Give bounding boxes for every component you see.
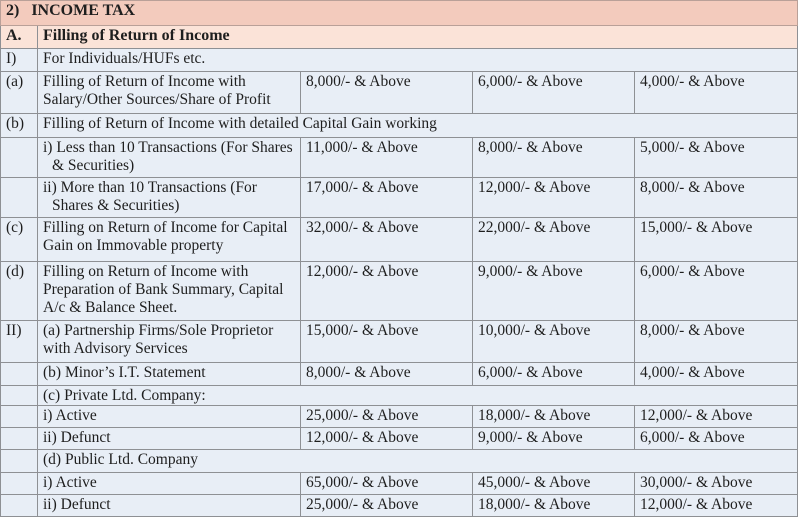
fee-cell-2: 45,000/- & Above	[473, 473, 635, 495]
fee-cell-3: 6,000/- & Above	[635, 262, 798, 321]
fee-cell-2: 10,000/- & Above	[473, 321, 635, 363]
row-number	[1, 428, 38, 450]
fee-cell-2: 6,000/- & Above	[473, 72, 635, 114]
row-description: For Individuals/HUFs etc.	[38, 49, 798, 72]
row-description: i) Active	[38, 406, 301, 428]
fee-cell-1: 12,000/- & Above	[301, 262, 473, 321]
row-description: Filling on Return of Income for Capital Gain on Immovable property	[38, 218, 301, 262]
subsection-number: A.	[1, 26, 38, 49]
row-number	[1, 406, 38, 428]
table-row	[1, 406, 798, 428]
row-description: (b) Minor’s I.T. Statement	[38, 363, 301, 386]
row-description: Filling of Return of Income with Salary/Other Sources/Share of Profit	[38, 72, 301, 114]
row-description: ii) Defunct	[38, 428, 301, 450]
row-description: (d) Public Ltd. Company	[38, 450, 798, 473]
fee-cell-3: 4,000/- & Above	[635, 363, 798, 386]
row-number	[1, 363, 38, 386]
table-row	[1, 363, 798, 386]
subsection-title: Filling of Return of Income	[38, 26, 798, 49]
table-row	[1, 495, 798, 517]
row-number: (d)	[1, 262, 38, 321]
fee-cell-2: 8,000/- & Above	[473, 138, 635, 178]
fee-cell-3: 6,000/- & Above	[635, 428, 798, 450]
fee-cell-1: 15,000/- & Above	[301, 321, 473, 363]
subsection-header-row	[1, 26, 798, 49]
section-title	[1, 1, 798, 26]
table-row	[1, 72, 798, 114]
section-header-row	[1, 1, 798, 26]
row-number: (b)	[1, 114, 38, 138]
fee-cell-1: 25,000/- & Above	[301, 406, 473, 428]
fee-cell-3: 30,000/- & Above	[635, 473, 798, 495]
row-description: i) Active	[38, 473, 301, 495]
row-description: ii) More than 10 Transactions (For Shares & Securities)	[38, 178, 301, 218]
row-description: i) Less than 10 Transactions (For Shares & Securities)	[38, 138, 301, 178]
fee-cell-2: 6,000/- & Above	[473, 363, 635, 386]
row-number: I)	[1, 49, 38, 72]
fee-cell-1: 17,000/- & Above	[301, 178, 473, 218]
fee-cell-2: 9,000/- & Above	[473, 428, 635, 450]
row-number	[1, 450, 38, 473]
fee-cell-3: 12,000/- & Above	[635, 406, 798, 428]
section-number: 2)	[6, 2, 20, 19]
table-row	[1, 178, 798, 218]
fee-cell-3: 8,000/- & Above	[635, 178, 798, 218]
table-row	[1, 321, 798, 363]
row-number: II)	[1, 321, 38, 363]
fee-cell-1: 32,000/- & Above	[301, 218, 473, 262]
section-title-text: INCOME TAX	[31, 2, 136, 19]
fee-cell-3: 12,000/- & Above	[635, 495, 798, 517]
fee-cell-1: 65,000/- & Above	[301, 473, 473, 495]
row-number	[1, 178, 38, 218]
fee-cell-3: 15,000/- & Above	[635, 218, 798, 262]
fee-cell-3: 5,000/- & Above	[635, 138, 798, 178]
row-description: (a) Partnership Firms/Sole Proprietor with Advisory Services	[38, 321, 301, 363]
table-row	[1, 473, 798, 495]
fee-cell-2: 18,000/- & Above	[473, 406, 635, 428]
row-number	[1, 138, 38, 178]
row-number	[1, 386, 38, 406]
table-row	[1, 386, 798, 406]
fee-cell-2: 12,000/- & Above	[473, 178, 635, 218]
fee-cell-2: 9,000/- & Above	[473, 262, 635, 321]
table-row	[1, 114, 798, 138]
fee-cell-1: 8,000/- & Above	[301, 363, 473, 386]
row-number	[1, 495, 38, 517]
fee-cell-2: 18,000/- & Above	[473, 495, 635, 517]
table-row	[1, 218, 798, 262]
row-description: ii) Defunct	[38, 495, 301, 517]
fee-cell-3: 4,000/- & Above	[635, 72, 798, 114]
fee-cell-1: 11,000/- & Above	[301, 138, 473, 178]
row-number: (a)	[1, 72, 38, 114]
fee-cell-3: 8,000/- & Above	[635, 321, 798, 363]
row-description: (c) Private Ltd. Company:	[38, 386, 798, 406]
fee-cell-1: 8,000/- & Above	[301, 72, 473, 114]
row-description: Filling on Return of Income with Preparation of Bank Summary, Capital A/c & Balance Sheet.	[38, 262, 301, 321]
fee-cell-2: 22,000/- & Above	[473, 218, 635, 262]
table-row	[1, 49, 798, 72]
table-row	[1, 450, 798, 473]
row-number: (c)	[1, 218, 38, 262]
row-description: Filling of Return of Income with detailed Capital Gain working	[38, 114, 798, 138]
fee-cell-1: 25,000/- & Above	[301, 495, 473, 517]
table-row	[1, 262, 798, 321]
table-row	[1, 138, 798, 178]
row-number	[1, 473, 38, 495]
fee-cell-1: 12,000/- & Above	[301, 428, 473, 450]
table-row	[1, 428, 798, 450]
